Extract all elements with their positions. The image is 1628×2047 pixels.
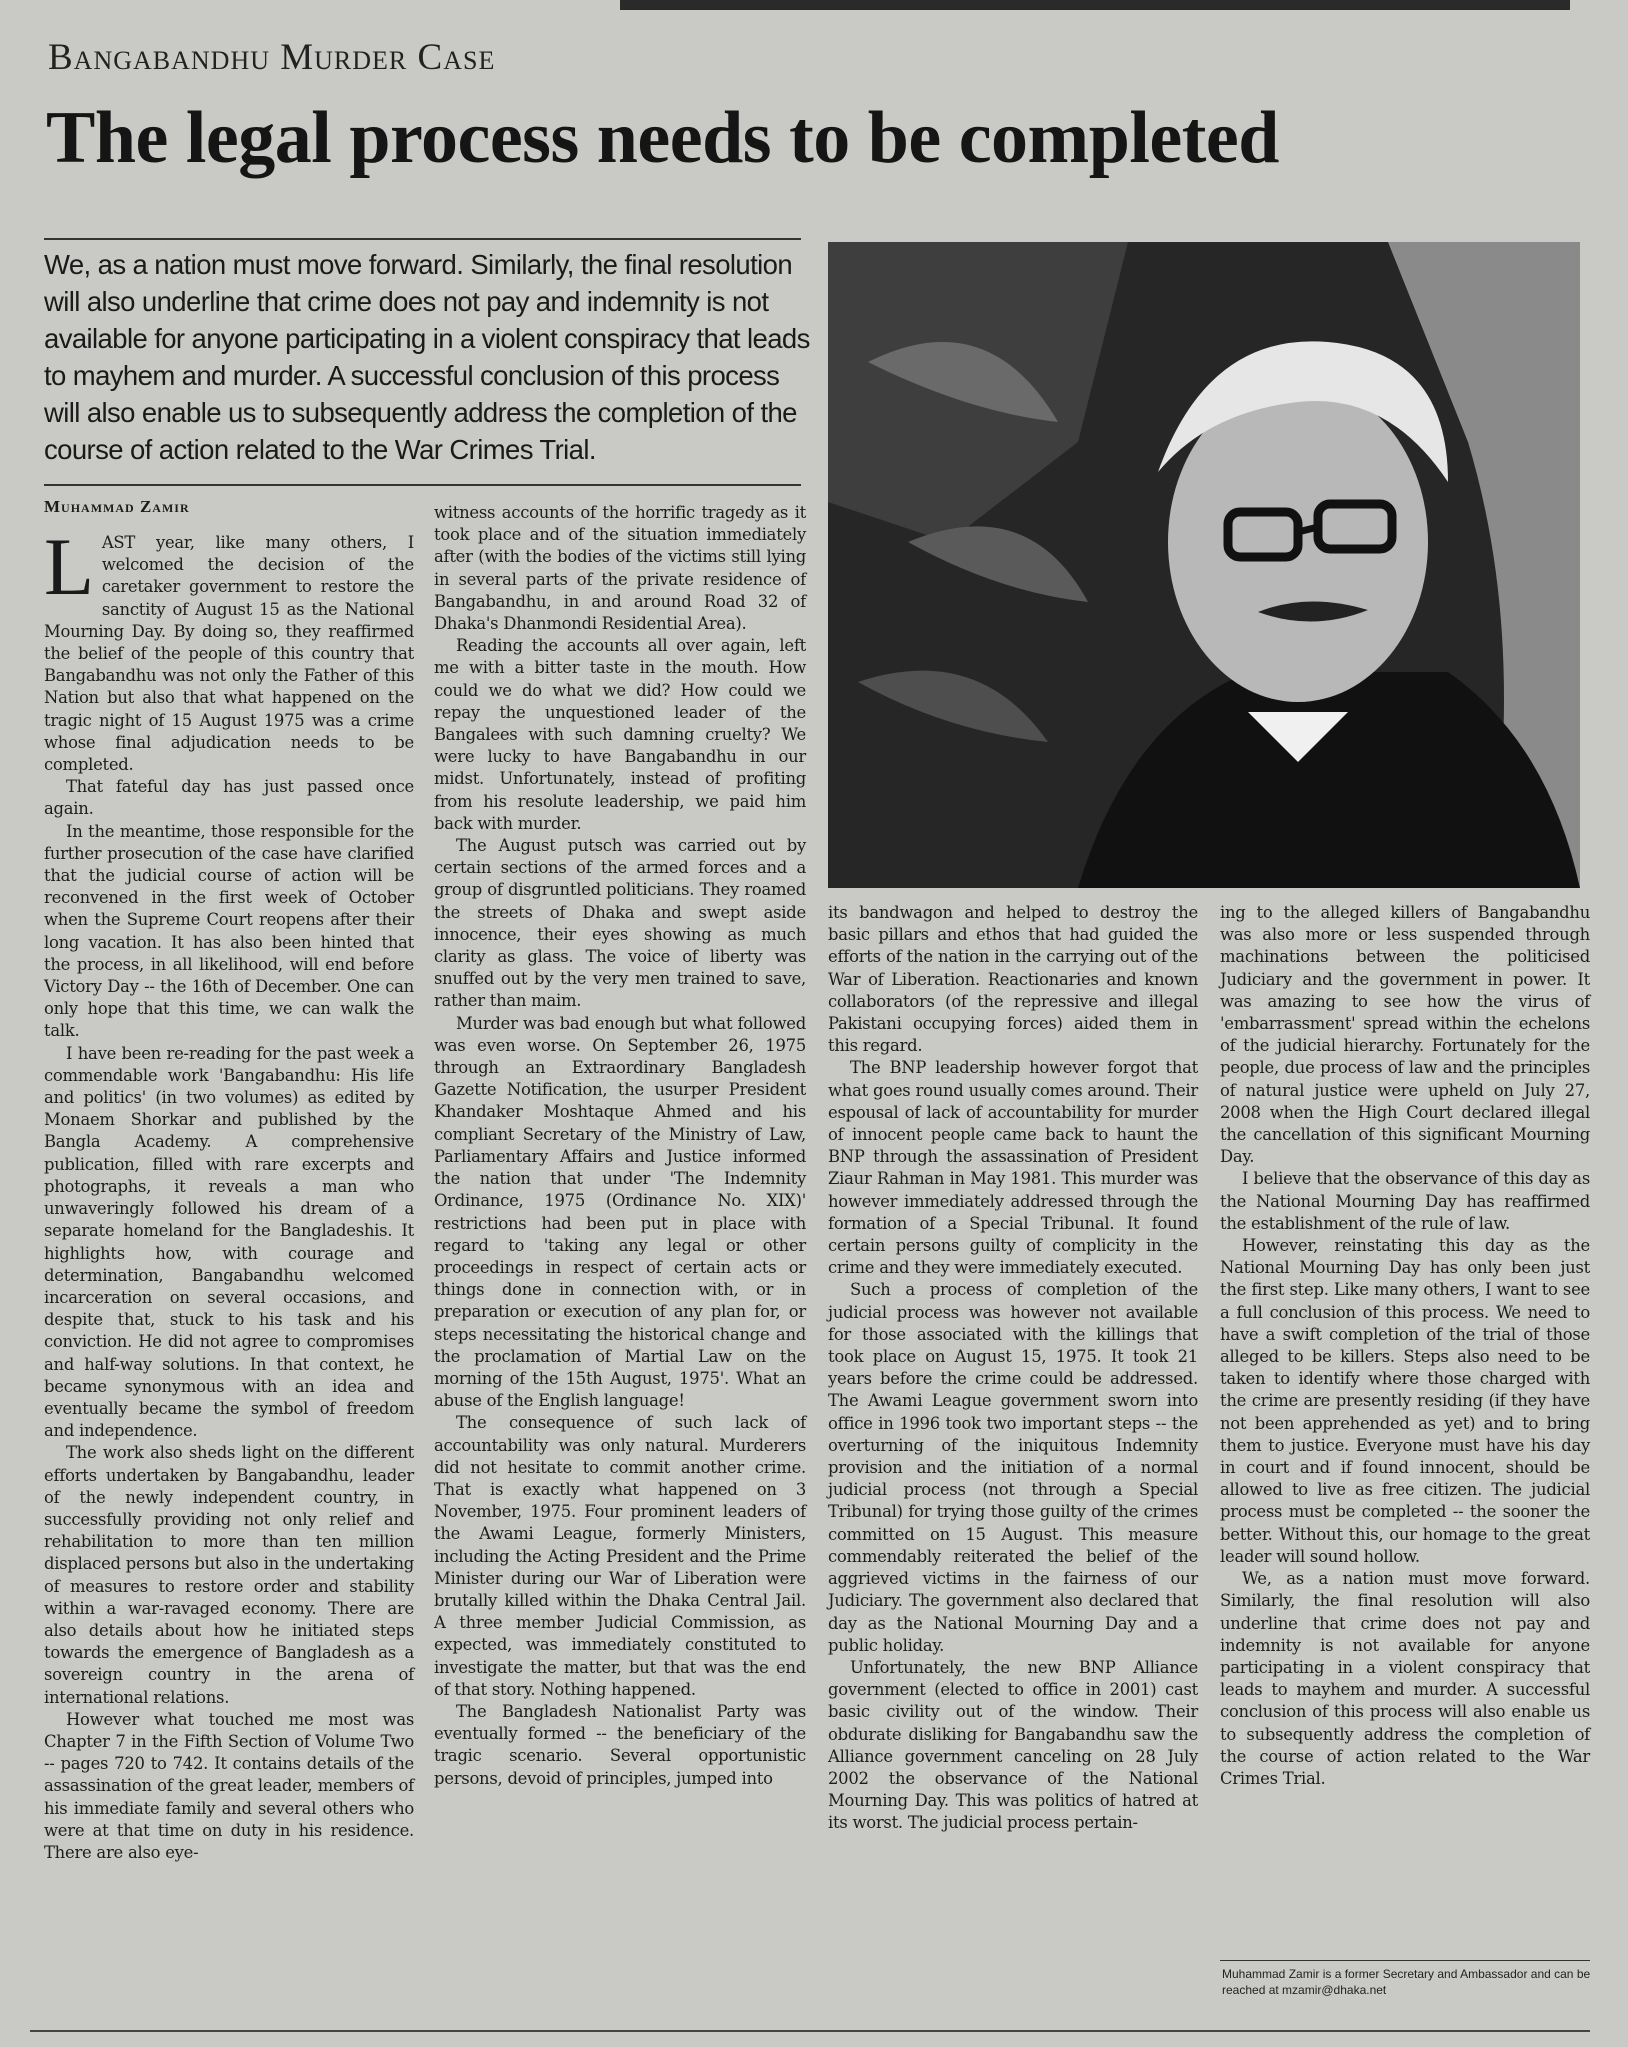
- paragraph: ing to the alleged killers of Bangabandhu was also more or less suspended through machinations between the politicised Judiciary and the government in power. It was amazing to see how the virus of 'embarrassment' spread within the echelons of the judicial hierarchy. Fortunately for the people, due process of law and the principles of natural justice were upheld on July 27, 2008 when the High Court declared illegal the cancellation of this significant Mourning Day.: [1220, 903, 1590, 1167]
- paragraph: In the meantime, those responsible for the further prosecution of the case have clarified that the judicial course of action will be reconvened in the first week of October when the Supreme Court reopens after their long vacation. It has also been hinted that the process, in all likelihood, will end before Victory Day -- the 16th of December. One can only hope that this time, we can walk the talk.: [44, 821, 414, 1041]
- byline: Muhammad Zamir: [44, 497, 190, 516]
- paragraph: We, as a nation must move forward. Similarly, the final resolution will also underline that crime does not pay and indemnity is not available for anyone participating in a violent conspiracy that leads to mayhem and murder. A successful conclusion of this process will also enable us to subsequently address the completion of the course of action related to the War Crimes Trial.: [1220, 1569, 1590, 1788]
- deck-bottom-rule: [44, 484, 801, 486]
- portrait-illustration: [828, 242, 1580, 888]
- article-column-2: [434, 502, 806, 1790]
- author-bio: Muhammad Zamir is a former Secretary and Ambassador and can be reached at mzamir@dhaka.net: [1222, 1967, 1591, 1997]
- headline: The legal process needs to be completed: [46, 97, 1279, 179]
- paragraph: The BNP leadership however forgot that what goes round usually comes around. Their espousal of lack of accountability for murder of innocent people came back to haunt the BNP through the assassination of President Ziaur Rahman in May 1981. This murder was however immediately addressed through the formation of a Special Tribunal. It found certain persons guilty of complicity in the crime and they were immediately executed.: [828, 1058, 1198, 1278]
- paragraph: The work also sheds light on the different efforts undertaken by Bangabandhu, leader of the newly independent country, in successfully providing not only relief and rehabilitation to more than ten million displaced persons but also in the undertaking of measures to restore order and stability within a war-ravaged economy. There are also details about how he initiated steps towards the emergence of Bangladesh as a sovereign country in the arena of international relations.: [44, 1443, 414, 1707]
- paragraph: However what touched me most was Chapter 7 in the Fifth Section of Volume Two -- pages 720 to 742. It contains details of the assassination of the great leader, members of his immediate family and several others who were at that time on duty in his residence. There are also eye-: [44, 1709, 414, 1862]
- top-rule: [620, 0, 1570, 10]
- section-kicker: Bangabandhu Murder Case: [48, 37, 496, 78]
- paragraph: The Bangladesh Nationalist Party was eventually formed -- the beneficiary of the tragic scenario. Several opportunistic persons, devoid of principles, jumped into: [434, 1701, 806, 1788]
- paragraph: LAST year, like many others, I welcomed the decision of the caretaker government to restore the sanctity of August 15 as the National Mourning Day. By doing so, they reaffirmed the belief of the people of this country that Bangabandhu was not only the Father of this Nation but also that what happened on the tragic night of 15 August 1975 was a crime whose final adjudication needs to be completed.: [44, 521, 414, 775]
- paragraph: Reading the accounts all over again, left me with a bitter taste in the mouth. How could we do what we did? How could we repay the unquestioned leader of the Bangalees with such damning cruelty? We were lucky to have Bangabandhu in our midst. Unfortunately, instead of profiting from his resolute leadership, we paid him back with murder.: [434, 636, 806, 833]
- portrait-photo: [828, 242, 1580, 888]
- paragraph: The August putsch was carried out by certain sections of the armed forces and a group of disgruntled politicians. They roamed the streets of Dhaka and swept aside innocence, their eyes showing as much clarity as glass. The voice of liberty was snuffed out by the very men trained to save, rather than maim.: [434, 836, 806, 1011]
- paragraph: Such a process of completion of the judicial process was however not available for those associated with the killings that took place on August 15, 1975. It took 21 years before the crime could be addressed. The Awami League government sworn into office in 1996 took two important steps -- the overturning of the iniquitous Indemnity provision and the initiation of a normal judicial process (not through a Special Tribunal) for trying those guilty of the crimes committed on 15 August. This measure commendably reiterated the belief of the aggrieved victims in the fairness of our Judiciary. The government also declared that day as the National Mourning Day and a public holiday.: [828, 1280, 1198, 1655]
- paragraph: However, reinstating this day as the National Mourning Day has only been just the first step. Like many others, I want to see a full conclusion of this process. We need to have a swift completion of the trial of those alleged to be killers. Steps also need to be taken to identify where those charged with the crime are presently residing (if they have not been apprehended as yet) and to bring them to justice. Everyone must have his day in court and if found innocent, should be allowed to live as free citizen. The judicial process must be completed -- the sooner the better. Without this, our homage to the great leader will sound hollow.: [1220, 1236, 1590, 1566]
- paragraph: That fateful day has just passed once again.: [44, 777, 414, 819]
- paragraph: its bandwagon and helped to destroy the basic pillars and ethos that had guided the efforts of the nation in the carrying out of the War of Liberation. Reactionaries and known collaborators (of the repressive and illegal Pakistani occupying forces) aided them in this regard.: [828, 903, 1198, 1056]
- paragraph: I believe that the observance of this day as the National Mourning Day has reaffirmed the establishment of the rule of law.: [1220, 1169, 1590, 1233]
- deck-top-rule: [44, 238, 801, 240]
- paragraph: The consequence of such lack of accountability was only natural. Murderers did not hesitate to commit another crime. That is exactly what happened on 3 November, 1975. Four prominent leaders of the Awami League, formerly Ministers, including the Acting President and the Prime Minister during our War of Liberation were brutally killed within the Dhaka Central Jail. A three member Judicial Commission, as expected, was immediately constituted to investigate the matter, but that was the end of that story. Nothing happened.: [434, 1413, 806, 1699]
- bio-rule: [1220, 1960, 1590, 1961]
- article-column-1: [44, 521, 414, 1864]
- paragraph: I have been re-reading for the past week a commendable work 'Bangabandhu: His life and politics' (in two volumes) as edited by Monaem Shorkar and published by the Bangla Academy. A comprehensive publication, filled with rare excerpts and photographs, it reveals a man who unwaveringly followed his dream of a separate homeland for the Bangladeshis. It highlights how, with courage and determination, Bangabandhu welcomed incarceration on several occasions, and despite that, stuck to his task and his conviction. He did not agree to compromises and half-way solutions. In that context, he became synonymous with an idea and eventually became the symbol of freedom and independence.: [44, 1043, 414, 1441]
- article-column-4: [1220, 902, 1590, 1790]
- drop-cap: L: [44, 521, 94, 612]
- article-column-3: [828, 902, 1198, 1835]
- paragraph: witness accounts of the horrific tragedy as it took place and of the situation immediately after (with the bodies of the victims still lying in several parts of the private residence of Bangabandhu, in and around Road 32 of Dhaka's Dhanmondi Residential Area).: [434, 503, 806, 634]
- bottom-rule: [30, 2030, 1590, 2032]
- paragraph: Murder was bad enough but what followed was even worse. On September 26, 1975 through an Extraordinary Bangladesh Gazette Notification, the usurper President Khandaker Moshtaque Ahmed and his compliant Secretary of the Ministry of Law, Parliamentary Affairs and Justice informed the nation that under 'The Indemnity Ordinance, 1975 (Ordinance No. XIX)' restrictions had been put in place with regard to 'taking any legal or other proceedings in respect of certain acts or things done in connection with, or in preparation or execution of any plan for, or steps necessitating the historical change and the proclamation of Martial Law on the morning of the 15th August, 1975'. What an abuse of the English language!: [434, 1013, 806, 1411]
- deck-summary: We, as a nation must move forward. Similarly, the final resolution will also underline that crime does not pay and indemnity is not available for anyone participating in a violent conspiracy that leads to mayhem and murder. A successful conclusion of this process will also enable us to subsequently address the completion of the course of action related to the War Crimes Trial.: [44, 249, 810, 465]
- paragraph: Unfortunately, the new BNP Alliance government (elected to office in 2001) cast basic civility out of the window. Their obdurate disliking for Bangabandhu saw the Alliance government canceling on 28 July 2002 the observance of the National Mourning Day. This was politics of hatred at its worst. The judicial process pertain-: [828, 1657, 1198, 1833]
